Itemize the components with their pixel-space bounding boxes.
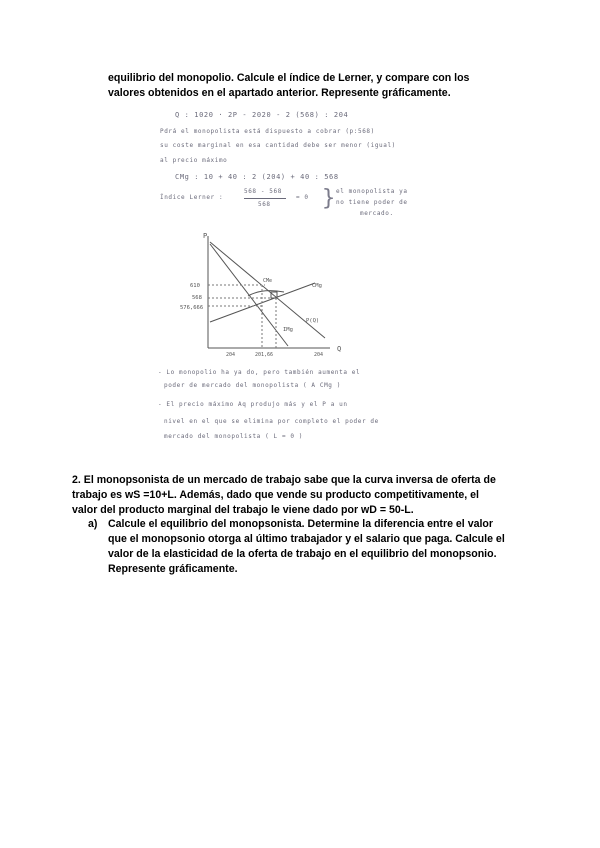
graph-label-cmg: CMg [312, 283, 322, 289]
hw-brace-note-3: mercado. [360, 210, 394, 217]
hw-paragraph-line-2: su coste marginal en esa cantidad debe ser menor (igual) [160, 142, 396, 149]
graph-ac-curve [248, 291, 284, 296]
hw-paragraph-line-1: Pdrá el monopolista está dispuesto a cobrar (p:568) [160, 128, 375, 135]
problem-2-item-a-line-3: valor de la elasticidad de la oferta de trabajo en el equilibrio del monopsonio. [108, 548, 497, 560]
problem-2-item-a-marker: a) [88, 518, 98, 530]
graph-x-label-3: 204 [314, 352, 324, 358]
graph-label-demand: P(Q) [306, 318, 320, 324]
problem-2-line-2: trabajo es wS =10+L. Además, dado que vende su producto competitivamente, el [72, 489, 479, 501]
hw-lerner-denominator: 568 [258, 201, 271, 208]
hw-quantity-line: Q : 1020 · 2P - 2020 - 2 (568) : 204 [175, 111, 349, 119]
intro-line-2: valores obtenidos en el apartado anterior. Represente gráficamente. [108, 87, 451, 99]
graph-label-img: IMg [283, 327, 293, 333]
hw-brace-note-2: no tiene poder de [336, 199, 408, 206]
hw-note-1a: - Lo monopolio ha ya do, pero también aumenta el [158, 369, 361, 376]
hw-brace-note-1: el monopolista ya [336, 188, 408, 195]
graph-axis-p-label: P [203, 232, 208, 240]
problem-2-item-a-line-1: Calcule el equilibrio del monopsonista. Determine la diferencia entre el valor [108, 518, 494, 530]
hw-note-1b: poder de mercado del monopolista ( A CMg ) [164, 382, 341, 389]
hw-note-2c: mercado del monopolista ( L = 0 ) [164, 433, 304, 440]
hw-lerner-numerator: 568 - 568 [244, 188, 282, 195]
problem-2-line-1: 2. El monopsonista de un mercado de trabajo sabe que la curva inversa de oferta de [72, 474, 496, 486]
graph-x-label-1: 204 [226, 352, 236, 358]
problem-2-line-3: valor del producto marginal del trabajo le viene dado por wD = 50-L. [72, 504, 414, 516]
graph-label-cme: CMe [263, 278, 273, 284]
intro-line-1: equilibrio del monopolio. Calcule el índice de Lerner, y compare con los [108, 72, 470, 84]
graph-x-label-2: 201,66 [255, 352, 274, 358]
hw-lerner-label: Índice Lerner : [160, 194, 224, 201]
problem-2-item-a-line-4: Represente gráficamente. [108, 563, 238, 575]
graph-y-label-568: 568 [192, 295, 202, 301]
hw-paragraph-line-3: al precio máximo [160, 157, 228, 164]
hw-note-2a: - El precio máximo Aq produjo más y el P a un [158, 401, 348, 408]
hw-note-2b: nivel en el que se elimina por completo el poder de [164, 418, 379, 425]
hw-brace: } [322, 186, 336, 211]
hw-lerner-result: = 0 [296, 194, 309, 201]
problem-2-item-a-line-2: que el monopsonio otorga al último trabajador y el salario que paga. Calcule el [108, 533, 505, 545]
graph-axis-q-label: Q [337, 345, 342, 353]
graph-y-label-576: 576,666 [180, 305, 204, 311]
hw-marginal-cost: CMg : 10 + 40 : 2 (204) + 40 : 568 [175, 173, 339, 181]
graph-y-label-610: 610 [190, 283, 200, 289]
